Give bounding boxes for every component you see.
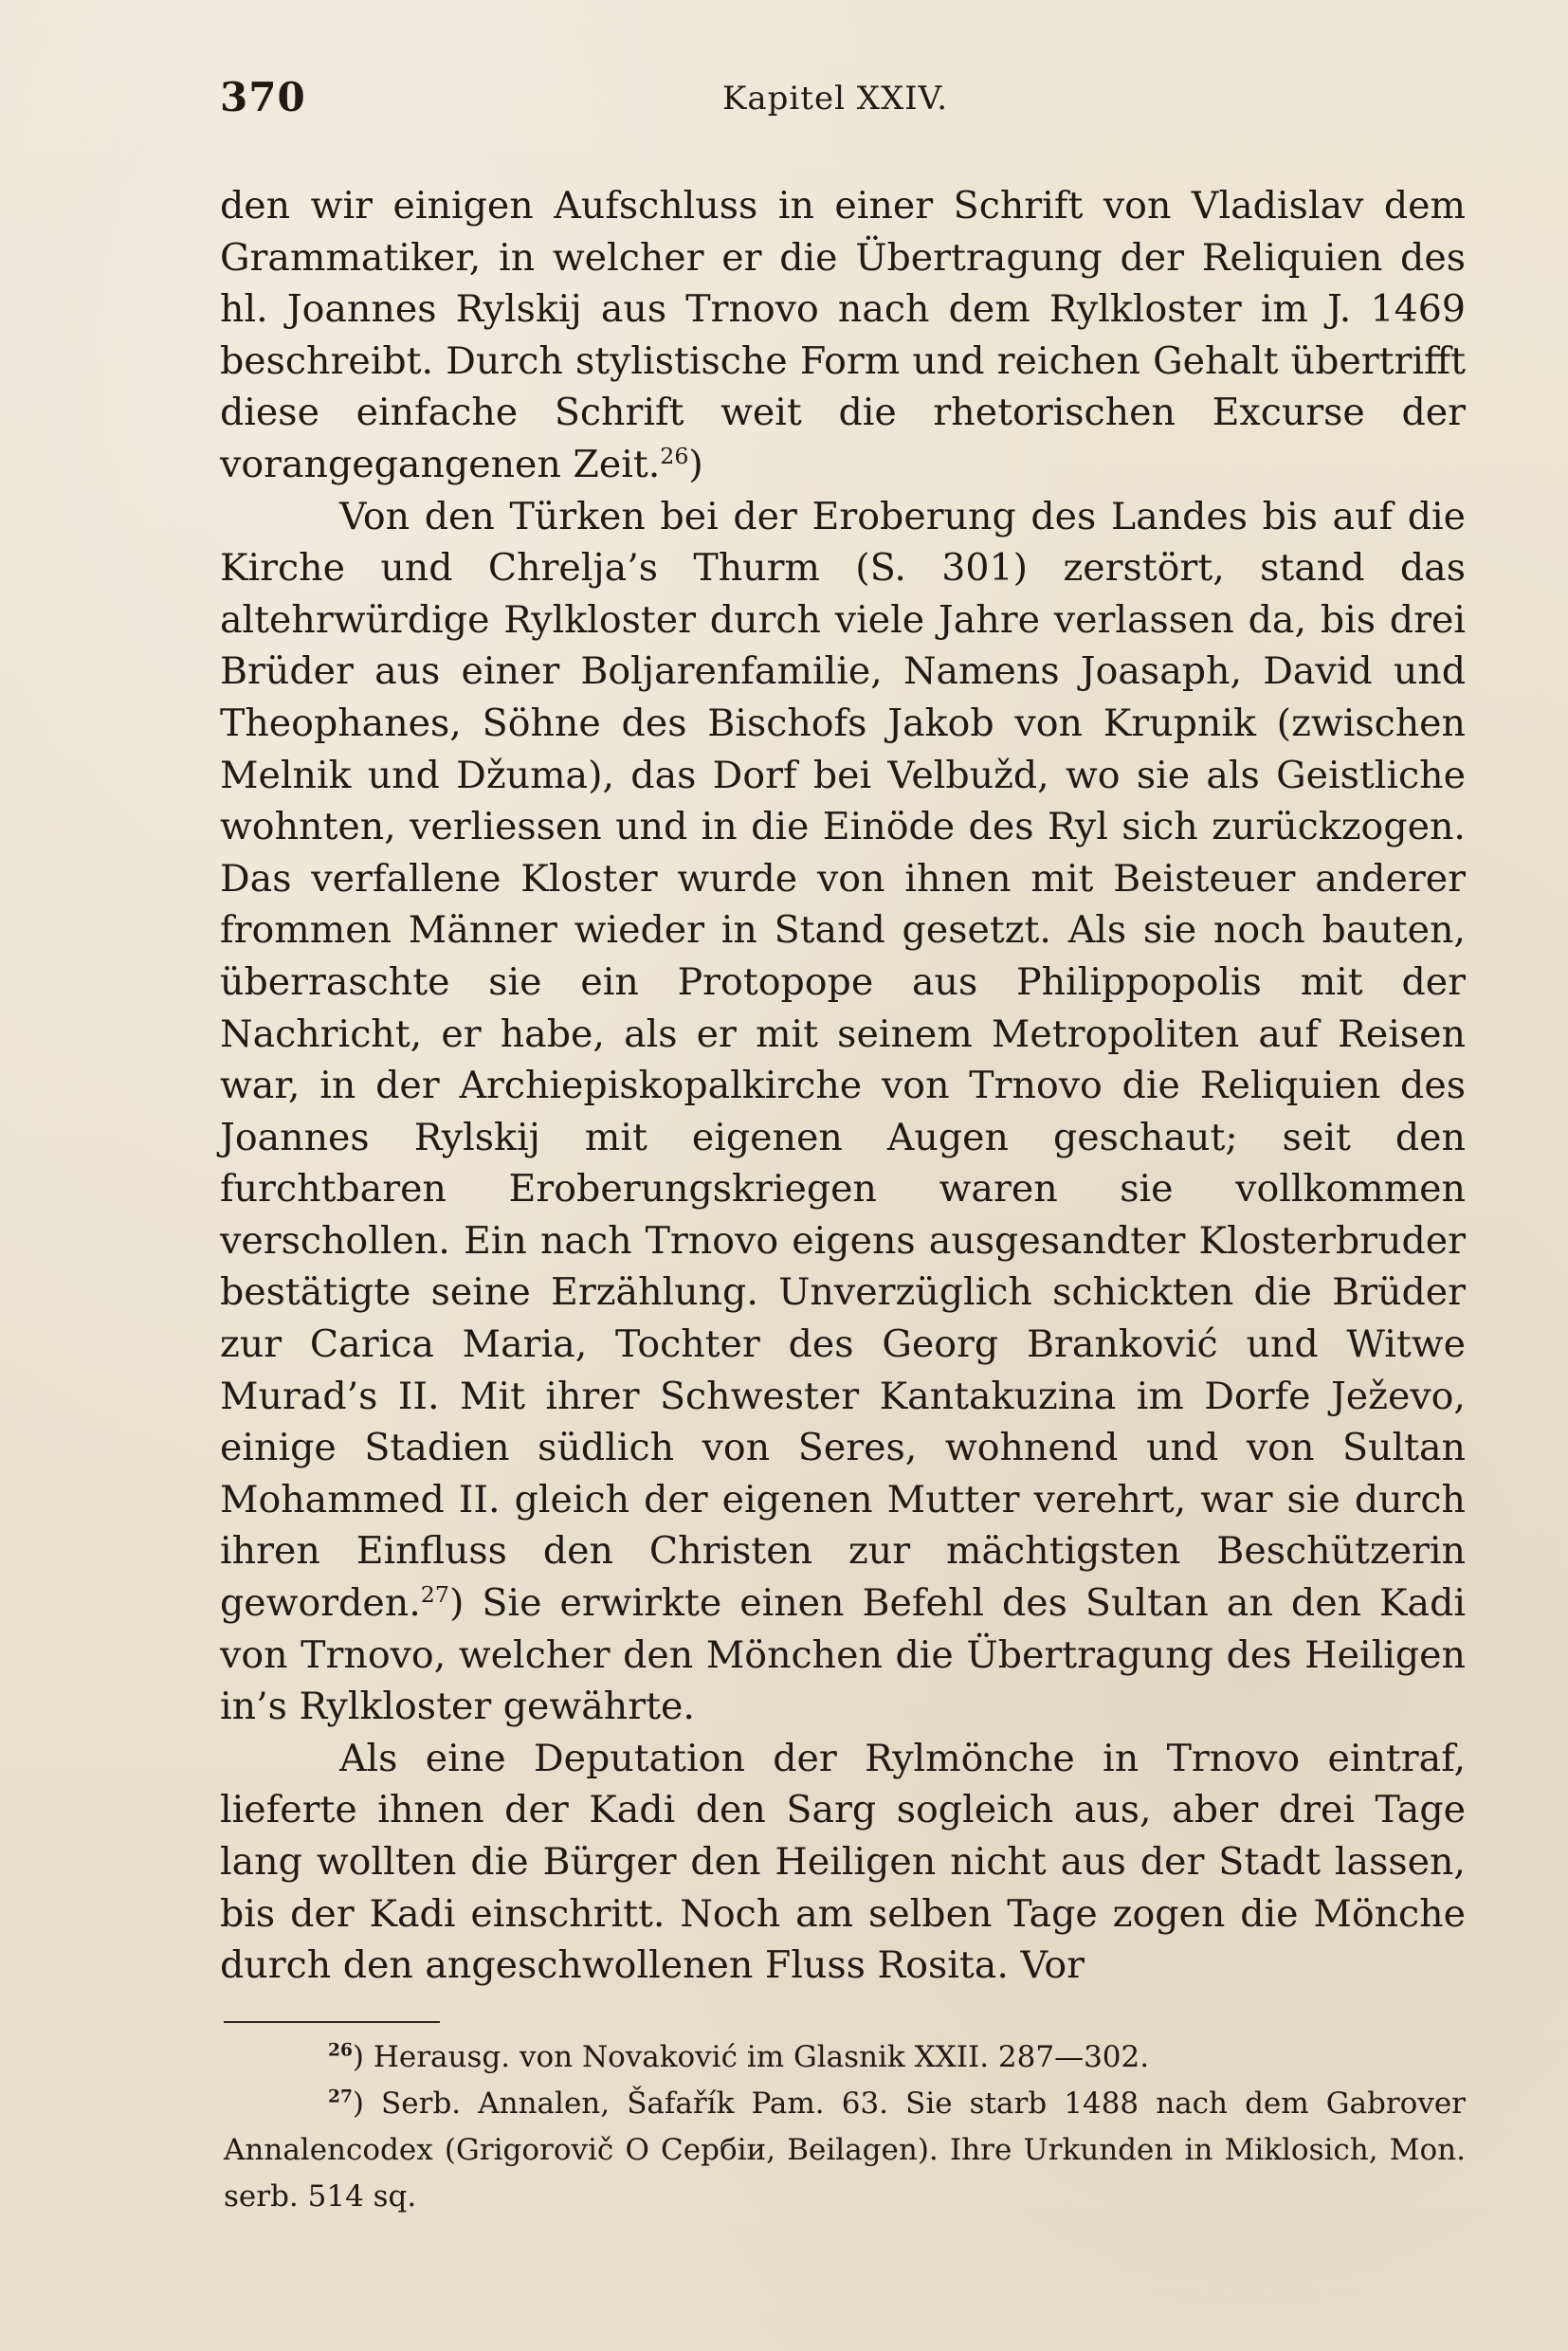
page-number: 370 [220, 74, 306, 120]
footnote-mark-27: 27 [328, 2087, 353, 2107]
footnote-26-text: ) Herausg. von Novaković im Glasnik XXII. 287—302. [352, 2040, 1150, 2074]
footnote-mark-26: 26 [328, 2040, 353, 2061]
paragraph-1-text: den wir einigen Aufschluss in einer Schrift von Vladislav dem Grammatiker, in welcher er die Übertragung der Reliquien des hl. Joannes Rylskij aus Trnovo nach dem Rylkloster im J. 1469 beschreibt. Durch stylistische Form und reichen Gehalt übertrifft diese einfache Schrift weit die rhetorischen Excurse der vorangegangenen Zeit. [220, 184, 1466, 486]
paragraph-1 [220, 180, 1466, 491]
page-header [220, 74, 1477, 131]
main-text [220, 180, 1466, 1992]
footnote-27 [224, 2081, 1466, 2220]
footnote-27-text: ) Serb. Annalen, Šafařík Pam. 63. Sie starb 1488 nach dem Gabrover Annalencodex (Grigorovič O Сербіи, Beilagen). Ihre Urkunden in Miklosich, Mon. serb. 514 sq. [224, 2087, 1466, 2214]
paragraph-1-text-end: ) [688, 442, 703, 486]
paragraph-3: Als eine Deputation der Rylmönche in Trnovo eintraf, lieferte ihnen der Kadi den Sarg sogleich aus, aber drei Tage lang wollten die Bürger den Heiligen nicht aus der Stadt lassen, bis der Kadi einschritt. Noch am selben Tage zogen die Mönche durch den angeschwollenen Fluss Rosita. Vor [220, 1736, 1466, 1988]
paragraph-2-text: Von den Türken bei der Eroberung des Landes bis auf die Kirche und Chrelja’s Thurm (S. 301) zerstört, stand das altehrwürdige Rylkloster durch viele Jahre verlassen da, bis drei Brüder aus einer Boljarenfamilie, Namens Joasaph, David und Theophanes, Söhne des Bischofs Jakob von Krupnik (zwischen Melnik und Džuma), das Dorf bei Velbužd, wo sie als Geistliche wohnten, verliessen und in die Einöde des Ryl sich zurückzogen. Das verfallene Kloster wurde von ihnen mit Beisteuer anderer frommen Männer wieder in Stand gesetzt. Als sie noch bauten, überraschte sie ein Protopope aus Philippopolis mit der Nachricht, er habe, als er mit seinem Metropoliten auf Reisen war, in der Archiepiskopalkirche von Trnovo die Reliquien des Joannes Rylskij mit eigenen Augen geschaut; seit den furchtbaren Eroberungskriegen waren sie vollkommen verschollen. Ein nach Trnovo eigens ausgesandter Klosterbruder bestätigte seine Erzählung. Unverzüglich schickten die Brüder zur Carica Maria, Tochter des Georg Branković und Witwe Murad’s II. Mit ihrer Schwester Kantakuzina im Dorfe Ježevo, einige Stadien südlich von Seres, wohnend und von Sultan Mohammed II. gleich der eigenen Mutter verehrt, war sie durch ihren Einfluss den Christen zur mächtigsten Beschützerin geworden. [220, 494, 1466, 1626]
footnote-ref-26: 26 [660, 442, 689, 469]
footnote-ref-27: 27 [420, 1580, 449, 1608]
paragraph-2-text-end: ) Sie erwirkte einen Befehl des Sultan an den Kadi von Trnovo, welcher den Mönchen die Übertragung des Heiligen in’s Rylkloster gewährte. [220, 1581, 1466, 1729]
footnotes [224, 2034, 1466, 2220]
running-head: Kapitel XXIV. [722, 80, 949, 118]
paragraph-2 [220, 491, 1466, 1733]
footnote-divider [224, 2021, 440, 2023]
footnote-26 [224, 2034, 1466, 2081]
